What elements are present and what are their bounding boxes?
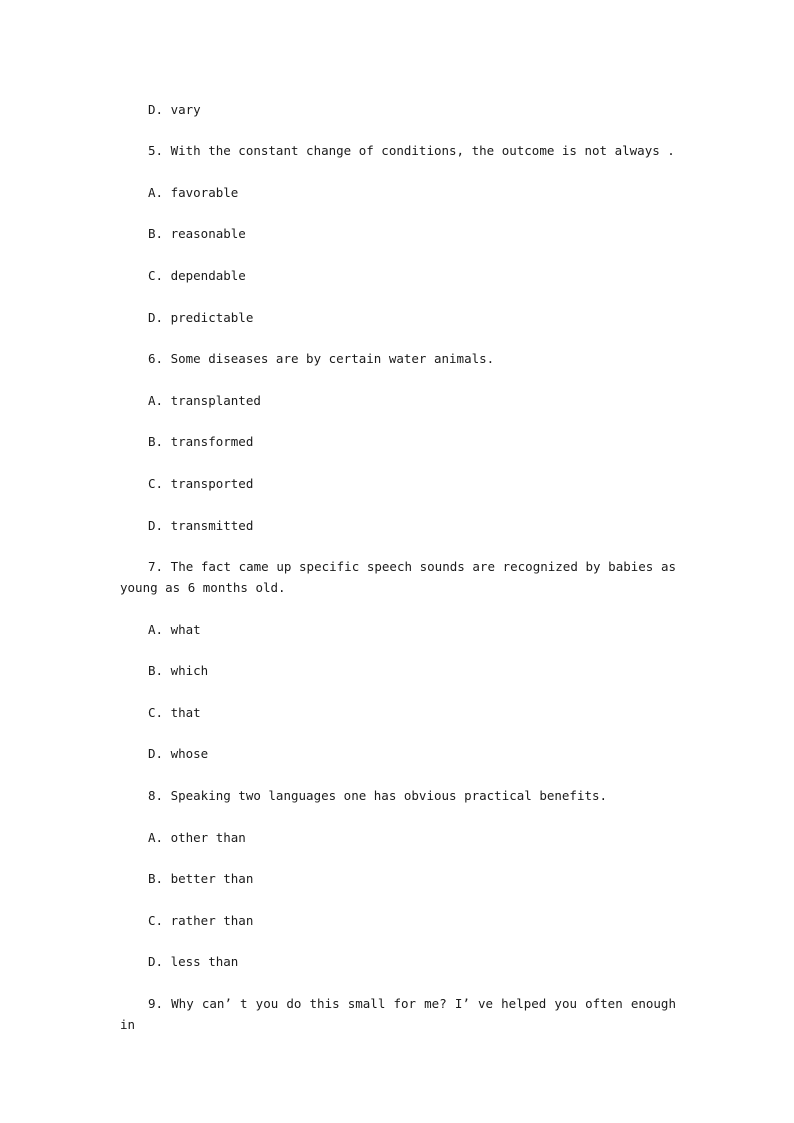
option-6b: B. transformed bbox=[148, 434, 254, 449]
option-6a: A. transplanted bbox=[148, 393, 261, 408]
question-6: 6. Some diseases are by certain water animals. bbox=[148, 351, 495, 366]
question-9-text: 9. Why can’ t you do this small for me? I’ ve helped you often enough in bbox=[120, 996, 676, 1032]
question-5: 5. With the constant change of conditions, the outcome is not always . bbox=[148, 143, 675, 158]
option-8b: B. better than bbox=[148, 871, 254, 886]
option-5b: B. reasonable bbox=[148, 226, 246, 241]
option-6c: C. transported bbox=[148, 476, 254, 491]
option-5a: A. favorable bbox=[148, 185, 239, 200]
question-8: 8. Speaking two languages one has obvious practical benefits. bbox=[148, 788, 608, 803]
option-5d: D. predictable bbox=[148, 310, 254, 325]
option-8a: A. other than bbox=[148, 830, 246, 845]
option-6d: D. transmitted bbox=[148, 518, 254, 533]
question-7-text: 7. The fact came up specific speech sounds are recognized by babies as young as 6 months old. bbox=[120, 559, 676, 595]
option-8c: C. rather than bbox=[148, 913, 254, 928]
question-7 bbox=[120, 556, 676, 598]
option-7d: D. whose bbox=[148, 746, 209, 761]
option-7a: A. what bbox=[148, 622, 201, 637]
option-5c: C. dependable bbox=[148, 268, 246, 283]
option-7b: B. which bbox=[148, 663, 209, 678]
question-9 bbox=[120, 993, 676, 1035]
option-8d: D. less than bbox=[148, 954, 239, 969]
option-7c: C. that bbox=[148, 705, 201, 720]
option-4d: D. vary bbox=[148, 102, 201, 117]
